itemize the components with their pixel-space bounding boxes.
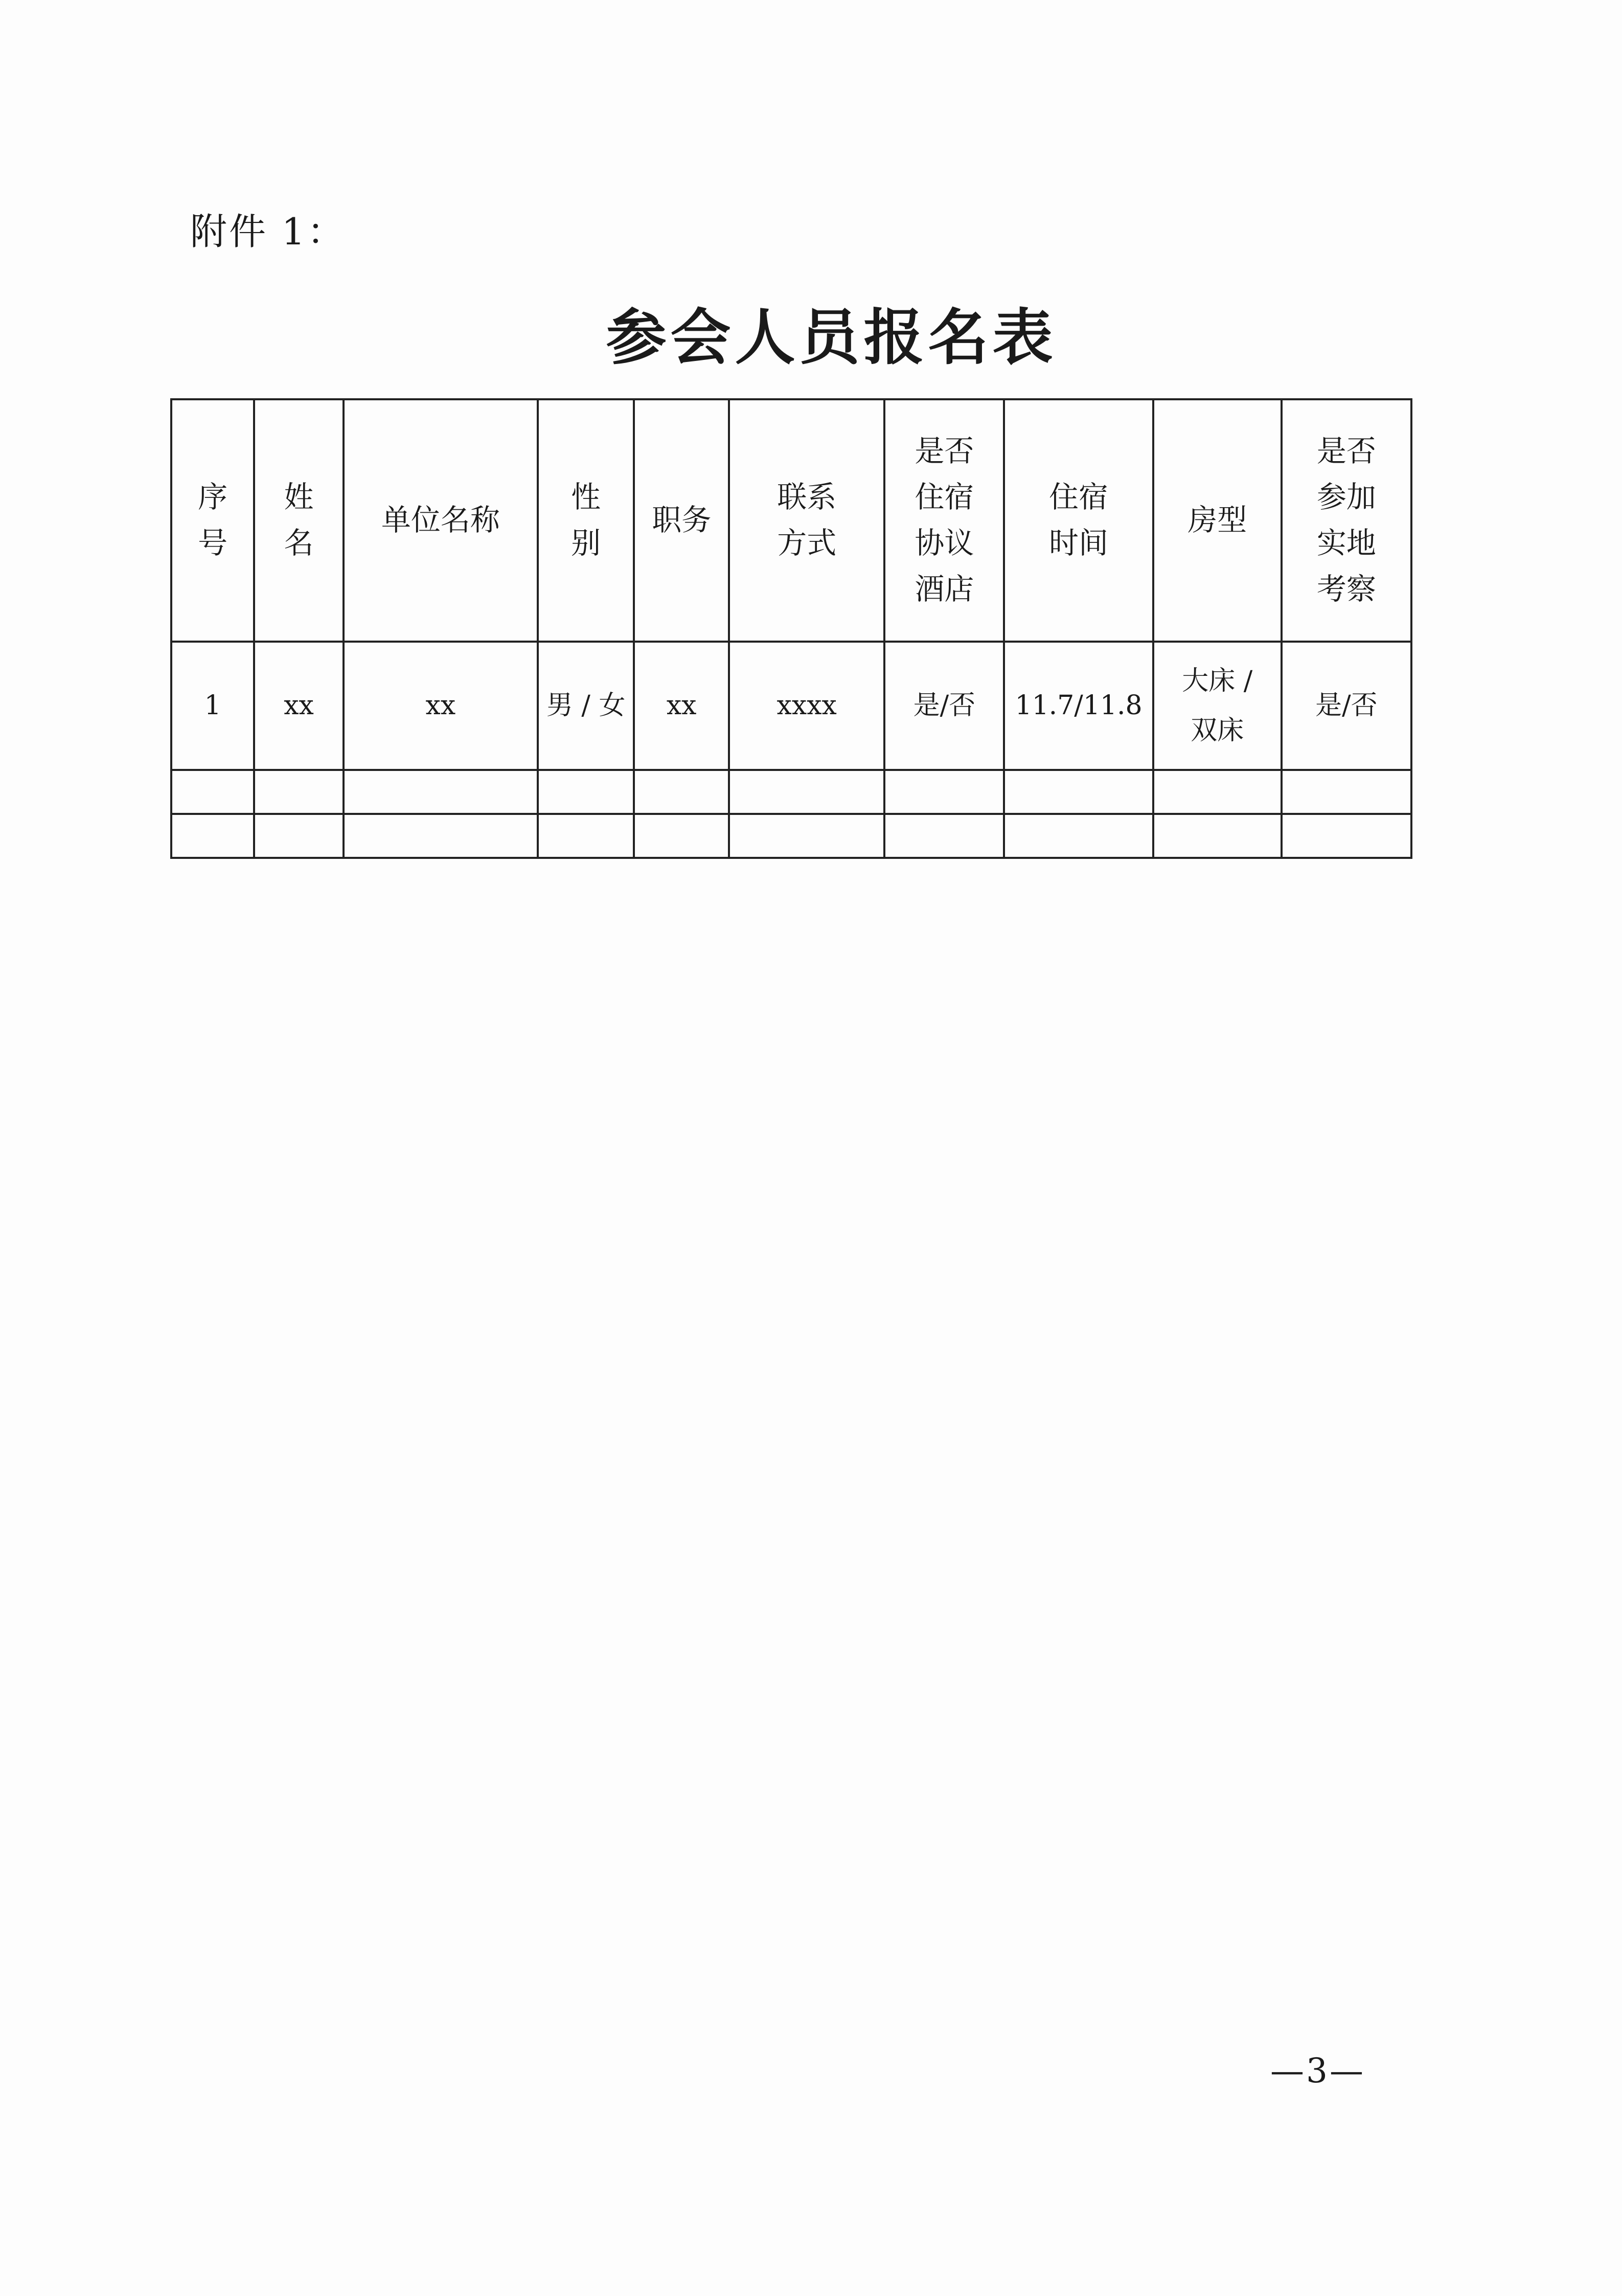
table-row <box>171 770 1411 814</box>
cell-organization: xx <box>344 642 538 770</box>
cell-room-type: 大床 / 双床 <box>1153 642 1282 770</box>
header-cell-stay-time: 住宿时间 <box>1004 399 1153 642</box>
header-cell-hotel: 是否住宿协议酒店 <box>884 399 1004 642</box>
page-number: —3— <box>1270 2051 1365 2090</box>
header-cell-name: 姓名 <box>254 399 343 642</box>
registration-table <box>170 398 1412 859</box>
attachment-label: 附件 1： <box>190 210 346 253</box>
cell-gender: 男 / 女 <box>538 642 634 770</box>
cell-hotel: 是/否 <box>884 642 1004 770</box>
cell-index: 1 <box>171 642 254 770</box>
header-cell-organization: 单位名称 <box>344 399 538 642</box>
header-cell-index: 序号 <box>171 399 254 642</box>
header-cell-position: 职务 <box>634 399 729 642</box>
header-cell-site-visit: 是否参加实地考察 <box>1282 399 1411 642</box>
cell-stay-time: 11.7/11.8 <box>1004 642 1153 770</box>
cell-contact: xxxx <box>729 642 885 770</box>
header-cell-contact: 联系方式 <box>729 399 885 642</box>
cell-name: xx <box>254 642 343 770</box>
form-title: 参会人员报名表 <box>606 302 1057 373</box>
table-header-row <box>171 399 1411 642</box>
header-cell-room-type: 房型 <box>1153 399 1282 642</box>
cell-position: xx <box>634 642 729 770</box>
table-row <box>171 642 1411 770</box>
table-row <box>171 814 1411 858</box>
cell-site-visit: 是/否 <box>1282 642 1411 770</box>
header-cell-gender: 性别 <box>538 399 634 642</box>
